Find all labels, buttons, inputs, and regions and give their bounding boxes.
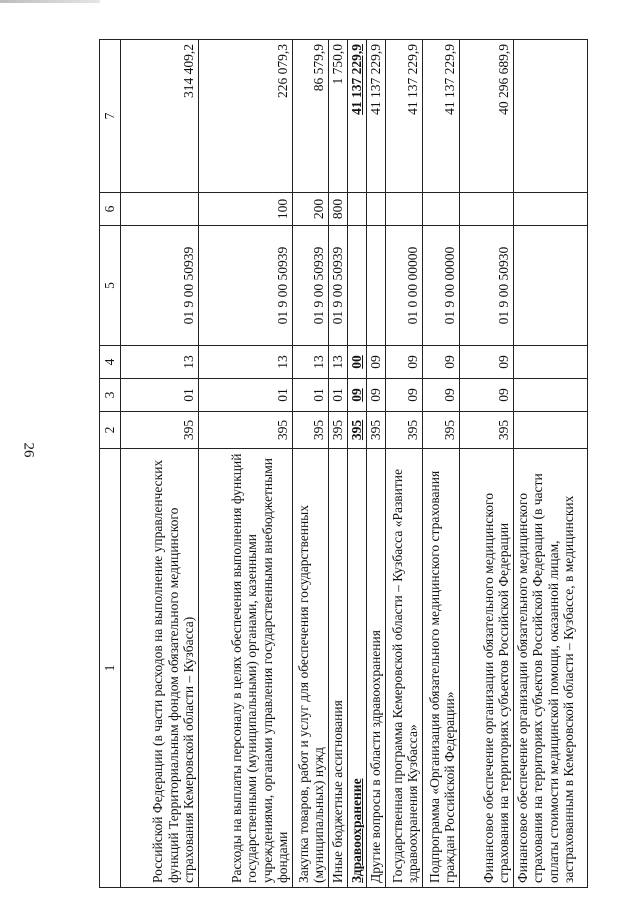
row-section: 09: [385, 379, 422, 412]
row-admin-code: 395: [120, 412, 198, 449]
row-target-article: 01 9 00 50939: [120, 226, 198, 346]
row-section: 09: [459, 379, 513, 412]
budget-table: [99, 39, 588, 888]
page-number: 26: [20, 442, 37, 458]
row-amount: 41 137 229,9: [366, 40, 385, 193]
row-name: Закупка товаров, работ и услуг для обеспечения государственных (муниципальных) нужд: [292, 449, 328, 888]
row-target-article: [366, 226, 385, 346]
row-target-article: 01 9 00 50939: [292, 226, 328, 346]
row-amount: 226 079,3: [198, 40, 292, 193]
row-target-article: 01 9 00 50930: [459, 226, 513, 346]
table-row: [422, 40, 459, 888]
row-expense-type: [422, 193, 459, 226]
row-subsection: 13: [198, 346, 292, 379]
row-name: Государственная программа Кемеровской области – Кузбасса «Развитие здравоохранения Кузбасса»: [385, 449, 422, 888]
row-subsection: 13: [292, 346, 328, 379]
row-target-article: 01 9 00 50939: [328, 226, 347, 346]
row-target-article: [347, 226, 366, 346]
row-admin-code: 395: [422, 412, 459, 449]
row-amount: 1 750,0: [328, 40, 347, 193]
row-subsection: 13: [120, 346, 198, 379]
row-expense-type: [513, 193, 587, 226]
table-row: [385, 40, 422, 888]
row-name: Здравоохранение: [347, 449, 366, 888]
row-subsection: 00: [347, 346, 366, 379]
header-col-6: 6: [100, 193, 121, 226]
rotated-table: [99, 40, 576, 888]
row-amount: 41 137 229,9: [385, 40, 422, 193]
header-col-2: 2: [100, 412, 121, 449]
row-name: Подпрограмма «Организация обязательного медицинского страхования граждан Российской Федерации»: [422, 449, 459, 888]
row-section: 01: [198, 379, 292, 412]
row-amount: 314 409,2: [120, 40, 198, 193]
row-section: 01: [328, 379, 347, 412]
row-admin-code: 395: [347, 412, 366, 449]
header-col-1: 1: [100, 449, 121, 888]
row-name: Расходы на выплаты персоналу в целях обеспечения выполнения функций государственными (муниципальными) органами, казенными учреждениями, органами управления государственными внебюджетными фондами: [198, 449, 292, 888]
row-name: Финансовое обеспечение организации обязательного медицинского страхования на территориях субъектов Российской Федерации (в части оплаты стоимости медицинской помощи, оказанной лицам, застрахованным в Кемеровской области – Кузбассе, в медицинских: [513, 449, 587, 888]
table-row: [198, 40, 292, 888]
header-col-7: 7: [100, 40, 121, 193]
row-amount: [513, 40, 587, 193]
row-expense-type: [120, 193, 198, 226]
row-expense-type: [459, 193, 513, 226]
budget-table-container: [99, 40, 576, 888]
row-target-article: 01 9 00 00000: [422, 226, 459, 346]
scan-edge-artifact: [0, 0, 100, 3]
row-expense-type: 200: [292, 193, 328, 226]
row-amount: 41 137 229,9: [347, 40, 366, 193]
table-row: [347, 40, 366, 888]
row-expense-type: 100: [198, 193, 292, 226]
row-admin-code: 395: [385, 412, 422, 449]
row-expense-type: [385, 193, 422, 226]
row-admin-code: 395: [459, 412, 513, 449]
table-row: [366, 40, 385, 888]
row-section: 01: [292, 379, 328, 412]
header-col-3: 3: [100, 379, 121, 412]
row-expense-type: 800: [328, 193, 347, 226]
row-admin-code: 395: [292, 412, 328, 449]
row-admin-code: 395: [366, 412, 385, 449]
row-name: Другие вопросы в области здравоохранения: [366, 449, 385, 888]
row-amount: 40 296 689,9: [459, 40, 513, 193]
row-section: 09: [366, 379, 385, 412]
table-row: [120, 40, 198, 888]
header-col-4: 4: [100, 346, 121, 379]
row-target-article: [513, 226, 587, 346]
row-name: Финансовое обеспечение организации обязательного медицинского страхования на территориях субъектов Российской Федерации: [459, 449, 513, 888]
row-amount: 86 579,9: [292, 40, 328, 193]
row-expense-type: [366, 193, 385, 226]
header-row: [100, 40, 121, 888]
row-subsection: 09: [422, 346, 459, 379]
header-col-5: 5: [100, 226, 121, 346]
row-admin-code: 395: [198, 412, 292, 449]
table-row: [513, 40, 587, 888]
row-section: 01: [120, 379, 198, 412]
row-expense-type: [347, 193, 366, 226]
row-section: 09: [347, 379, 366, 412]
row-target-article: 01 0 00 00000: [385, 226, 422, 346]
table-row: [292, 40, 328, 888]
row-subsection: 09: [385, 346, 422, 379]
row-section: 09: [422, 379, 459, 412]
row-name: Иные бюджетные ассигнования: [328, 449, 347, 888]
row-name: Российской Федерации (в части расходов на выполнение управленческих функций Территориальным фондом обязательного медицинского страхования Кемеровской области – Кузбасса): [120, 449, 198, 888]
row-subsection: 09: [459, 346, 513, 379]
row-subsection: 13: [328, 346, 347, 379]
row-amount: 41 137 229,9: [422, 40, 459, 193]
row-target-article: 01 9 00 50939: [198, 226, 292, 346]
row-admin-code: [513, 412, 587, 449]
row-subsection: [513, 346, 587, 379]
row-subsection: 09: [366, 346, 385, 379]
row-admin-code: 395: [328, 412, 347, 449]
table-row: [328, 40, 347, 888]
row-section: [513, 379, 587, 412]
table-row: [459, 40, 513, 888]
